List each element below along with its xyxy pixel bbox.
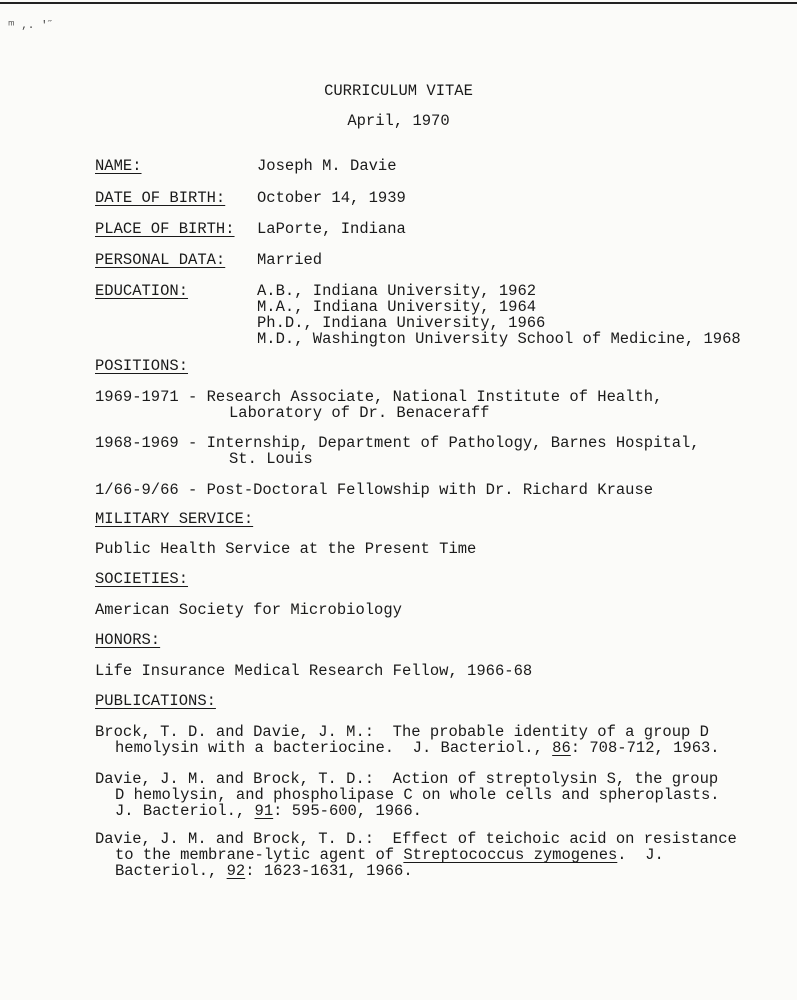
pub-text: hemolysin with a bacteriocine. J. Bacteriol., (115, 739, 553, 757)
dob-value: October 14, 1939 (257, 189, 406, 207)
position-line: 1969-1971 - Research Associate, National Institute of Health, (95, 388, 663, 406)
position-line-cont: Laboratory of Dr. Benaceraff (229, 404, 490, 422)
positions-heading: POSITIONS: (95, 357, 189, 375)
pob-value: LaPorte, Indiana (257, 220, 406, 238)
pub-volume: 86 (552, 739, 571, 757)
pub-text: to the membrane-lytic agent of (115, 846, 404, 864)
pub-volume: 91 (254, 802, 274, 820)
honors-heading: HONORS: (95, 631, 161, 649)
education-item: Ph.D., Indiana University, 1966 (257, 314, 546, 332)
military-heading: MILITARY SERVICE: (95, 510, 254, 528)
societies-heading: SOCIETIES: (95, 570, 189, 588)
name-label: NAME: (95, 157, 142, 175)
education-item: M.A., Indiana University, 1964 (257, 298, 537, 316)
societies-text: American Society for Microbiology (95, 601, 402, 619)
education-item: M.D., Washington University School of Medicine, 1968 (257, 330, 741, 348)
pub-text: : 1623-1631, 1966. (245, 862, 413, 880)
publication-line: Davie, J. M. and Brock, T. D.: Action of streptolysin S, the group (95, 770, 719, 788)
name-value: Joseph M. Davie (257, 157, 397, 175)
publication-line (115, 739, 720, 757)
military-text: Public Health Service at the Present Time (95, 540, 477, 558)
pub-text: Bacteriol., (115, 862, 227, 880)
document-title: CURRICULUM VITAE (324, 82, 473, 100)
dob-label: DATE OF BIRTH: (95, 189, 226, 207)
pub-volume: 92 (226, 862, 246, 880)
publication-line: Brock, T. D. and Davie, J. M.: The probable identity of a group D (95, 723, 709, 741)
position-line: 1/66-9/66 - Post-Doctoral Fellowship with Dr. Richard Krause (95, 481, 654, 499)
document-date: April, 1970 (347, 112, 450, 130)
pub-text: J. Bacteriol., (115, 802, 255, 820)
publication-line: D hemolysin, and phospholipase C on whole cells and spheroplasts. (115, 786, 720, 804)
education-label: EDUCATION: (95, 282, 189, 300)
pub-text: : 595-600, 1966. (273, 802, 422, 820)
pub-text: : 708-712, 1963. (570, 739, 720, 757)
education-item: A.B., Indiana University, 1962 (257, 282, 537, 300)
position-line: 1968-1969 - Internship, Department of Pathology, Barnes Hospital, (95, 434, 700, 452)
publications-heading: PUBLICATIONS: (95, 692, 216, 710)
publication-line: Davie, J. M. and Brock, T. D.: Effect of teichoic acid on resistance (95, 830, 737, 848)
honors-text: Life Insurance Medical Research Fellow, 1966-68 (95, 662, 533, 680)
pub-species: Streptococcus zymogenes (403, 846, 618, 864)
pob-label: PLACE OF BIRTH: (95, 220, 235, 238)
personal-label: PERSONAL DATA: (95, 251, 226, 269)
page-edge-line (0, 2, 797, 4)
personal-value: Married (257, 251, 323, 269)
publication-line (115, 862, 413, 880)
corner-mark: ᵐ ,. ′˝ (8, 20, 55, 32)
position-line-cont: St. Louis (229, 450, 313, 468)
pub-text: . J. (617, 846, 664, 864)
publication-line (115, 802, 422, 820)
